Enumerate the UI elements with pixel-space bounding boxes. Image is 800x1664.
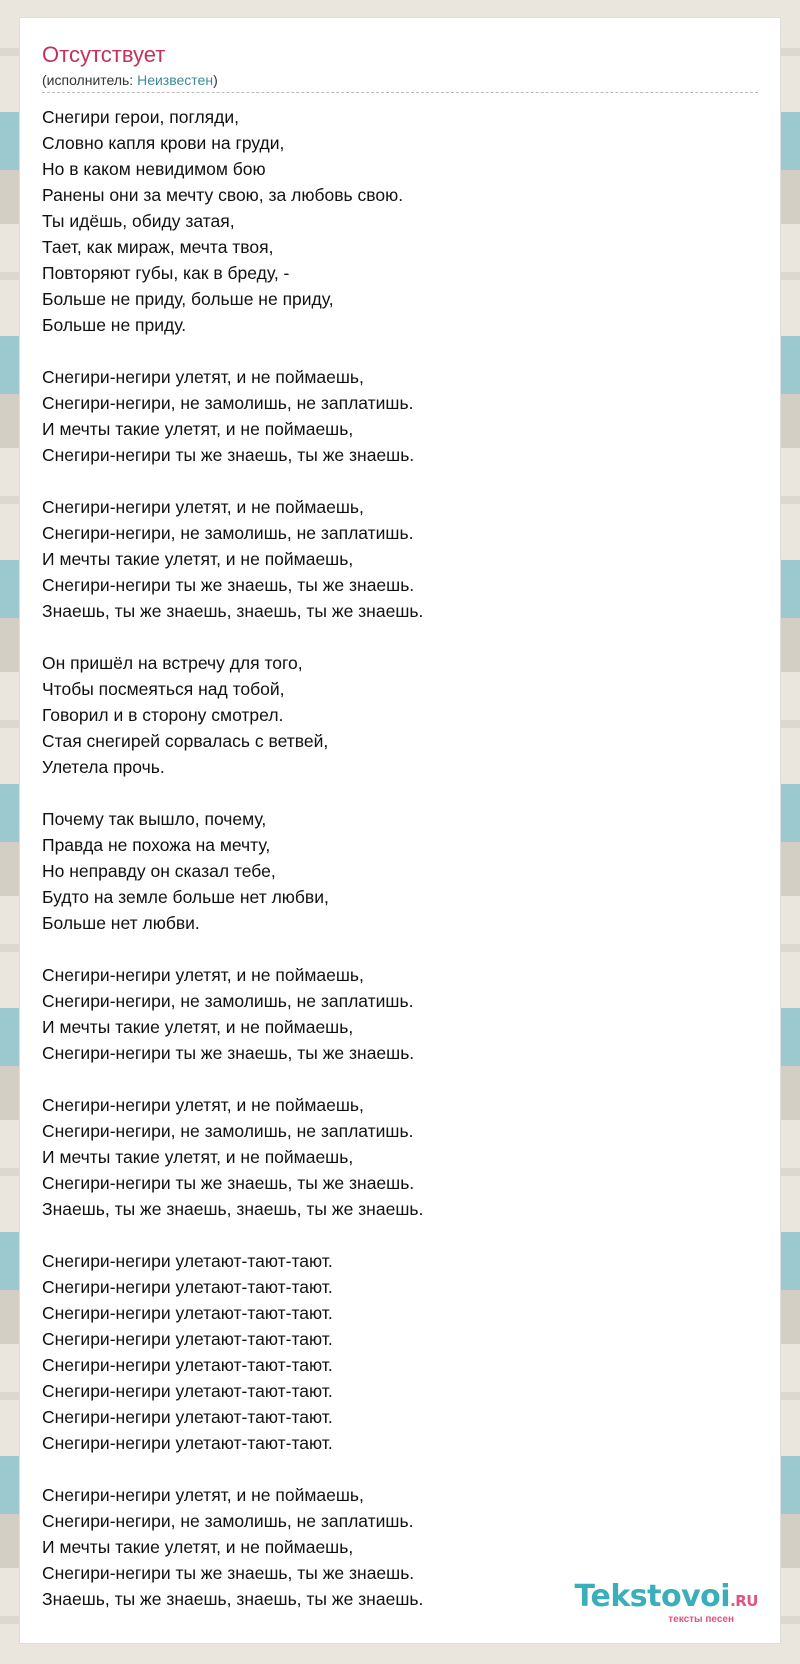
lyrics-stanza <box>42 962 758 1066</box>
logo-tld: .RU <box>730 1592 758 1610</box>
lyrics-stanza <box>42 1092 758 1222</box>
lyrics-line: Ранены они за мечту свою, за любовь свою. <box>42 185 404 205</box>
lyrics-line: Снегири-негири улетят, и не поймаешь, <box>42 367 364 387</box>
song-title: Отсутствует <box>42 42 166 67</box>
lyrics-line: И мечты такие улетят, и не поймаешь, <box>42 1537 354 1557</box>
lyrics-line: Снегири-негири, не замолишь, не заплатишь. <box>42 393 414 413</box>
lyrics-line: Снегири-негири ты же знаешь, ты же знаешь. <box>42 1563 415 1583</box>
lyrics-line: Снегири-негири ты же знаешь, ты же знаешь. <box>42 575 415 595</box>
lyrics-line: Снегири-негири, не замолишь, не заплатишь. <box>42 1121 414 1141</box>
lyrics-stanza <box>42 364 758 468</box>
lyrics-line: Будто на земле больше нет любви, <box>42 887 329 907</box>
lyrics-line: Знаешь, ты же знаешь, знаешь, ты же знаешь. <box>42 1199 424 1219</box>
lyrics-line: Тает, как мираж, мечта твоя, <box>42 237 274 257</box>
site-logo[interactable] <box>574 1579 758 1625</box>
artist-suffix: ) <box>213 72 218 88</box>
lyrics-card <box>20 18 780 1643</box>
lyrics-line: Снегири герои, погляди, <box>42 107 240 127</box>
lyrics-line: Но неправду он сказал тебе, <box>42 861 276 881</box>
lyrics-stanza <box>42 494 758 624</box>
lyrics-line: Снегири-негири ты же знаешь, ты же знаешь. <box>42 1043 415 1063</box>
lyrics-line: Знаешь, ты же знаешь, знаешь, ты же знаешь. <box>42 601 424 621</box>
lyrics-line: Снегири-негири улетают-тают-тают. <box>42 1277 333 1297</box>
lyrics-line: Снегири-негири улетают-тают-тают. <box>42 1355 333 1375</box>
lyrics-line: Стая снегирей сорвалась с ветвей, <box>42 731 329 751</box>
logo-wordmark <box>574 1579 758 1616</box>
lyrics-line: Снегири-негири ты же знаешь, ты же знаешь. <box>42 445 415 465</box>
lyrics-line: И мечты такие улетят, и не поймаешь, <box>42 549 354 569</box>
lyrics-line: Снегири-негири, не замолишь, не заплатишь. <box>42 1511 414 1531</box>
lyrics-stanza <box>42 650 758 780</box>
artist-link[interactable]: Неизвестен <box>137 72 214 88</box>
lyrics-line: Больше нет любви. <box>42 913 200 933</box>
header-divider <box>42 92 758 93</box>
logo-main-text: Tekstovoi <box>574 1579 731 1614</box>
logo-tagline: тексты песен <box>668 1614 734 1625</box>
lyrics-line: Знаешь, ты же знаешь, знаешь, ты же знаешь. <box>42 1589 424 1609</box>
artist-prefix: (исполнитель: <box>42 72 138 88</box>
artist-line <box>42 72 218 88</box>
lyrics-line: Снегири-негири улетают-тают-тают. <box>42 1329 333 1349</box>
lyrics-stanza <box>42 1248 758 1456</box>
lyrics-line: И мечты такие улетят, и не поймаешь, <box>42 419 354 439</box>
lyrics-line: Снегири-негири улетят, и не поймаешь, <box>42 1485 364 1505</box>
lyrics-line: Снегири-негири, не замолишь, не заплатишь. <box>42 523 414 543</box>
lyrics-line: Снегири-негири улетают-тают-тают. <box>42 1251 333 1271</box>
lyrics-line: Улетела прочь. <box>42 757 165 777</box>
lyrics-line: Говорил и в сторону смотрел. <box>42 705 284 725</box>
lyrics-line: Снегири-негири улетают-тают-тают. <box>42 1381 333 1401</box>
lyrics-line: Больше не приду, больше не приду, <box>42 289 334 309</box>
lyrics-line: Снегири-негири улетают-тают-тают. <box>42 1303 333 1323</box>
lyrics-line: Снегири-негири улетят, и не поймаешь, <box>42 1095 364 1115</box>
lyrics-line: Снегири-негири улетят, и не поймаешь, <box>42 497 364 517</box>
lyrics-stanza <box>42 104 758 338</box>
lyrics-line: Почему так вышло, почему, <box>42 809 267 829</box>
lyrics-line: И мечты такие улетят, и не поймаешь, <box>42 1017 354 1037</box>
lyrics-line: И мечты такие улетят, и не поймаешь, <box>42 1147 354 1167</box>
lyrics-line: Ты идёшь, обиду затая, <box>42 211 235 231</box>
lyrics-line: Снегири-негири улетят, и не поймаешь, <box>42 965 364 985</box>
lyrics-line: Снегири-негири улетают-тают-тают. <box>42 1407 333 1427</box>
lyrics-line: Снегири-негири ты же знаешь, ты же знаешь. <box>42 1173 415 1193</box>
lyrics-line: Но в каком невидимом бою <box>42 159 266 179</box>
lyrics-line: Больше не приду. <box>42 315 187 335</box>
lyrics-line: Словно капля крови на груди, <box>42 133 285 153</box>
lyrics-line: Он пришёл на встречу для того, <box>42 653 303 673</box>
lyrics-line: Правда не похожа на мечту, <box>42 835 271 855</box>
lyrics-line: Чтобы посмеяться над тобой, <box>42 679 285 699</box>
lyrics-line: Снегири-негири улетают-тают-тают. <box>42 1433 333 1453</box>
lyrics-line: Снегири-негири, не замолишь, не заплатишь. <box>42 991 414 1011</box>
lyrics-line: Повторяют губы, как в бреду, - <box>42 263 290 283</box>
lyrics-stanza <box>42 806 758 936</box>
lyrics-text <box>42 104 758 1612</box>
